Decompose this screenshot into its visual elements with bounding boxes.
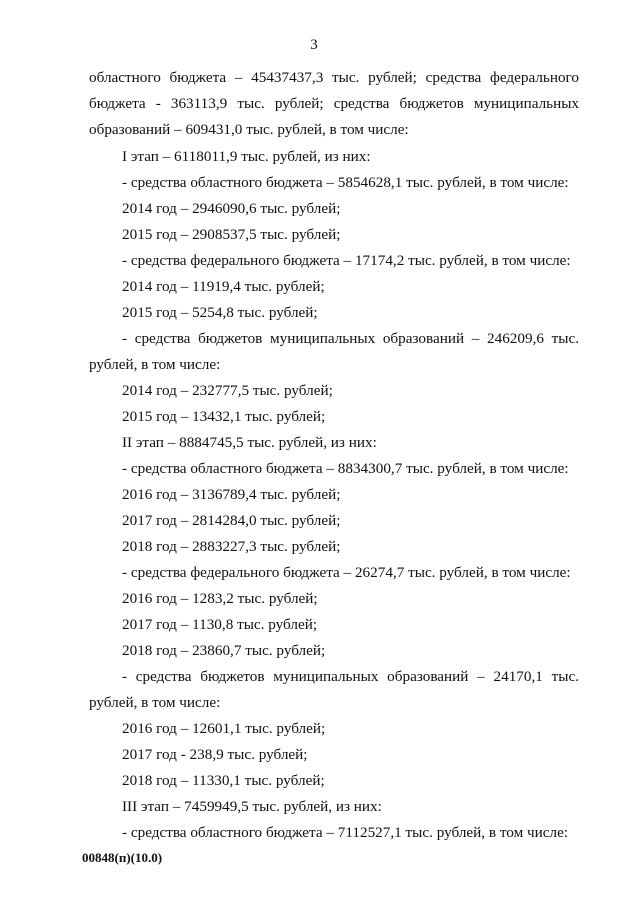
text-line: 2017 год - 238,9 тыс. рублей; [122, 746, 308, 763]
text-line: 2014 год – 11919,4 тыс. рублей; [122, 278, 325, 295]
text-line: III этап – 7459949,5 тыс. рублей, из них: [122, 798, 382, 815]
text-line: I этап – 6118011,9 тыс. рублей, из них: [122, 148, 371, 165]
text-line: - средства бюджетов муниципальных образований – 246209,6 тыс. [122, 330, 579, 347]
footer-document-code: 00848(п)(10.0) [82, 850, 163, 865]
text-line: 2017 год – 1130,8 тыс. рублей; [122, 616, 318, 633]
text-line: - средства бюджетов муниципальных образований – 24170,1 тыс. [122, 668, 579, 685]
text-line: 2014 год – 2946090,6 тыс. рублей; [122, 200, 341, 217]
text-line: 2015 год – 13432,1 тыс. рублей; [122, 408, 326, 425]
text-line: 2014 год – 232777,5 тыс. рублей; [122, 382, 333, 399]
text-line: бюджета - 363113,9 тыс. рублей; средства бюджетов муниципальных [89, 95, 579, 112]
text-line: рублей, в том числе: [89, 694, 221, 711]
text-line: 2015 год – 2908537,5 тыс. рублей; [122, 226, 341, 243]
text-line: 2016 год – 3136789,4 тыс. рублей; [122, 486, 341, 503]
text-line: 2018 год – 23860,7 тыс. рублей; [122, 642, 326, 659]
page-number: 3 [310, 37, 318, 53]
text-line: - средства областного бюджета – 7112527,1 тыс. рублей, в том числе: [122, 824, 569, 841]
text-line: - средства областного бюджета – 5854628,1 тыс. рублей, в том числе: [122, 174, 569, 191]
text-line: 2018 год – 11330,1 тыс. рублей; [122, 772, 325, 789]
text-line: 2018 год – 2883227,3 тыс. рублей; [122, 538, 341, 555]
text-line: - средства федерального бюджета – 26274,7 тыс. рублей, в том числе: [122, 564, 571, 581]
text-line: 2016 год – 12601,1 тыс. рублей; [122, 720, 326, 737]
text-line: образований – 609431,0 тыс. рублей, в том числе: [89, 121, 409, 138]
text-line: - средства федерального бюджета – 17174,2 тыс. рублей, в том числе: [122, 252, 571, 269]
text-line: 2015 год – 5254,8 тыс. рублей; [122, 304, 318, 321]
text-line: 2017 год – 2814284,0 тыс. рублей; [122, 512, 341, 529]
text-line: областного бюджета – 45437437,3 тыс. рублей; средства федерального [89, 69, 579, 86]
text-line: - средства областного бюджета – 8834300,7 тыс. рублей, в том числе: [122, 460, 569, 477]
text-line: рублей, в том числе: [89, 356, 221, 373]
text-line: 2016 год – 1283,2 тыс. рублей; [122, 590, 318, 607]
text-line: II этап – 8884745,5 тыс. рублей, из них: [122, 434, 377, 451]
